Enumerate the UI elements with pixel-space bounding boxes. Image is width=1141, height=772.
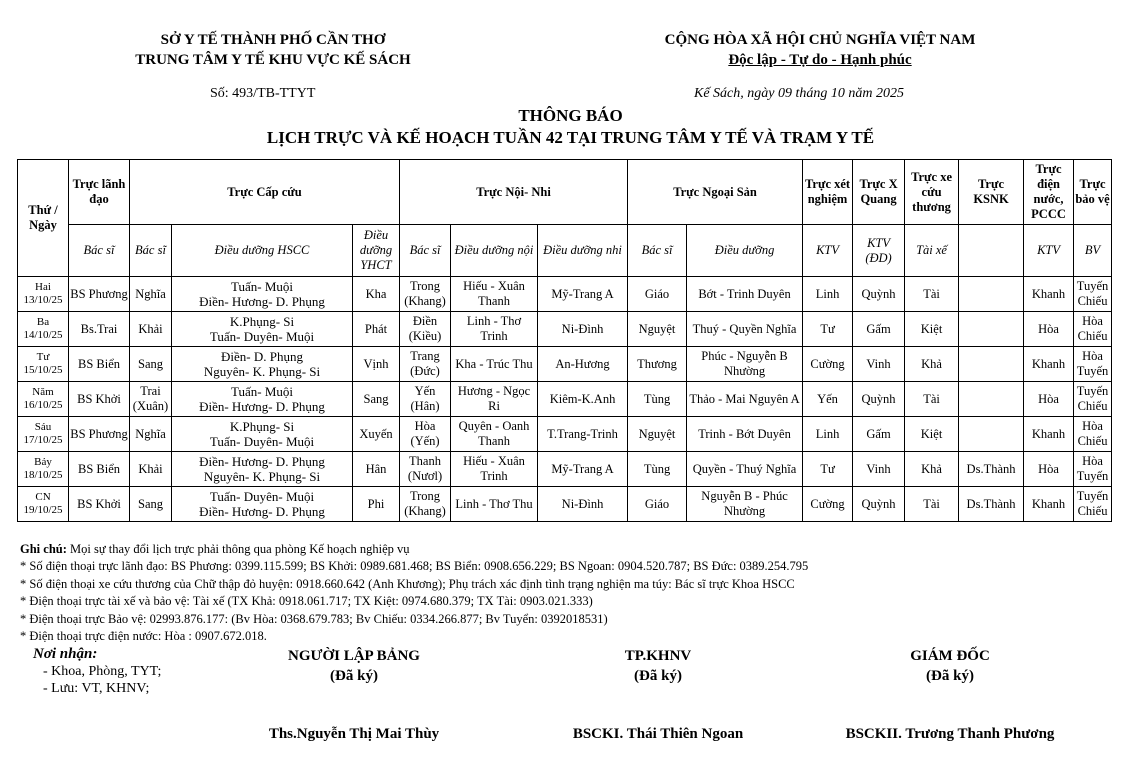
- table-row: [18, 312, 1112, 347]
- signature-khnv-status: (Đã ký): [634, 668, 682, 684]
- driver-cell: Kiệt: [905, 417, 959, 452]
- er-yhct-cell: Xuyến: [353, 417, 400, 452]
- recipient-item: - Lưu: VT, KHNV;: [43, 681, 150, 696]
- sub-elec-ktv: KTV: [1024, 225, 1074, 277]
- sub-er-doctor: Bác sĩ: [130, 225, 172, 277]
- er-doctor-cell: Sang: [130, 487, 172, 522]
- elec-cell: Hòa: [1024, 382, 1074, 417]
- sur-nurse-cell: Thảo - Mai Nguyên A: [687, 382, 803, 417]
- sur-doctor-cell: Thương: [628, 347, 687, 382]
- note-line: * Số điện thoại trực lãnh đạo: BS Phương: 0399.115.599; BS Khởi: 0989.681.468; BS Biển: 0908.656.229; BS Ngoan: 0904.520.787; BS Đức: 0389.254.795: [20, 559, 809, 574]
- day-cell-line2: 15/10/25: [23, 364, 63, 376]
- signature-creator-title: NGƯỜI LẬP BẢNG: [288, 648, 420, 664]
- driver-cell: Khả: [905, 347, 959, 382]
- note-label: Ghi chú:: [20, 542, 67, 556]
- in-doctor-cell: Trang (Đức): [400, 347, 451, 382]
- er-doctor-cell: Nghĩa: [130, 277, 172, 312]
- table-subheader-row: [18, 225, 1112, 277]
- schedule-body: [18, 277, 1112, 522]
- er-hscc-cell-line2: Nguyên- K. Phụng- Si: [203, 364, 321, 379]
- nation-header: [625, 30, 1015, 70]
- day-cell-line1: Hai: [35, 281, 51, 293]
- er-hscc-cell-line2: Tuấn- Duyên- Muội: [209, 434, 315, 449]
- in-nhi-cell: T.Trang-Trinh: [538, 417, 628, 452]
- guard-cell: Tuyến Chiếu: [1074, 277, 1112, 312]
- signature-creator: [254, 646, 454, 686]
- er-hscc-cell-line2: Điền- Hương- D. Phụng: [199, 294, 325, 309]
- nation-line1: CỘNG HÒA XÃ HỘI CHỦ NGHĨA VIỆT NAM: [664, 32, 976, 48]
- in-noi-cell: Hiếu - Xuân Trinh: [451, 452, 538, 487]
- sub-driver: Tài xế: [905, 225, 959, 277]
- in-noi-cell: Kha - Trúc Thu: [451, 347, 538, 382]
- sub-guard: BV: [1074, 225, 1112, 277]
- day-cell-line1: Năm: [32, 386, 54, 398]
- table-row: [18, 452, 1112, 487]
- er-hscc-cell: [172, 382, 353, 417]
- sur-nurse-cell: Thuý - Quyền Nghĩa: [687, 312, 803, 347]
- col-lab-header: Trực xét nghiệm: [803, 160, 853, 225]
- sur-doctor-cell: Giáo: [628, 487, 687, 522]
- elec-cell: Hòa: [1024, 312, 1074, 347]
- er-hscc-cell: [172, 347, 353, 382]
- day-cell-line2: 17/10/25: [23, 434, 63, 446]
- table-row: [18, 347, 1112, 382]
- elec-cell: Khanh: [1024, 277, 1074, 312]
- day-cell: [18, 312, 69, 347]
- sur-nurse-cell: Phúc - Nguyễn B Nhường: [687, 347, 803, 382]
- col-electric-header: Trực điện nước, PCCC: [1024, 160, 1074, 225]
- recipient-item: - Khoa, Phòng, TYT;: [43, 664, 162, 679]
- er-hscc-cell: [172, 312, 353, 347]
- col-xray-header: Trực X Quang: [853, 160, 905, 225]
- sur-nurse-cell: Bớt - Trinh Duyên: [687, 277, 803, 312]
- sur-doctor-cell: Nguyệt: [628, 417, 687, 452]
- note-line: * Điện thoại trực điện nước: Hòa : 0907.672.018.: [20, 629, 267, 644]
- elec-cell: Khanh: [1024, 487, 1074, 522]
- day-cell: [18, 347, 69, 382]
- col-leader-header: Trực lãnh đạo: [69, 160, 130, 225]
- day-cell: [18, 487, 69, 522]
- day-cell-line1: Bảy: [34, 456, 52, 468]
- xray-cell: Quỳnh: [853, 487, 905, 522]
- sub-er-nurse-hscc: Điều dưỡng HSCC: [172, 225, 353, 277]
- leader-cell: Bs.Trai: [69, 312, 130, 347]
- table-row: [18, 382, 1112, 417]
- in-nhi-cell: Mỹ-Trang A: [538, 452, 628, 487]
- leader-cell: BS Khởi: [69, 487, 130, 522]
- sub-in-nurse-nhi: Điều dưỡng nhi: [538, 225, 628, 277]
- sur-doctor-cell: Tùng: [628, 452, 687, 487]
- sur-doctor-cell: Giáo: [628, 277, 687, 312]
- nation-motto: Độc lập - Tự do - Hạnh phúc: [728, 52, 912, 68]
- ksnk-cell: [959, 382, 1024, 417]
- er-doctor-cell: Khải: [130, 452, 172, 487]
- er-hscc-cell-line1: K.Phụng- Si: [229, 419, 295, 434]
- col-ksnk-header: Trực KSNK: [959, 160, 1024, 225]
- leader-cell: BS Biển: [69, 347, 130, 382]
- day-cell-line2: 13/10/25: [23, 294, 63, 306]
- in-noi-cell: Quyên - Oanh Thanh: [451, 417, 538, 452]
- er-hscc-cell-line1: K.Phụng- Si: [229, 314, 295, 329]
- col-emergency-header: Trực Cấp cứu: [130, 160, 400, 225]
- signature-khnv-title: TP.KHNV: [624, 648, 692, 664]
- sub-in-nurse-noi: Điều dưỡng nội: [451, 225, 538, 277]
- in-doctor-cell: Điền (Kiều): [400, 312, 451, 347]
- driver-cell: Tài: [905, 277, 959, 312]
- er-yhct-cell: Phát: [353, 312, 400, 347]
- er-hscc-cell-line1: Tuấn- Muội: [230, 279, 293, 294]
- in-nhi-cell: Ni-Đình: [538, 487, 628, 522]
- guard-cell: Hòa Chiếu: [1074, 312, 1112, 347]
- signature-creator-status: (Đã ký): [330, 668, 378, 684]
- sub-ksnk: [959, 225, 1024, 277]
- in-nhi-cell: Kiêm-K.Anh: [538, 382, 628, 417]
- er-hscc-cell: [172, 452, 353, 487]
- document-subtitle: LỊCH TRỰC VÀ KẾ HOẠCH TUẦN 42 TẠI TRUNG TÂM Y TẾ VÀ TRẠM Y TẾ: [266, 128, 875, 147]
- note-main: [20, 541, 1120, 558]
- elec-cell: Khanh: [1024, 347, 1074, 382]
- signature-director-name: BSCKII. Trương Thanh Phương: [845, 726, 1055, 742]
- ksnk-cell: Ds.Thành: [959, 487, 1024, 522]
- day-cell-line2: 18/10/25: [23, 469, 63, 481]
- ksnk-cell: [959, 312, 1024, 347]
- schedule-table: [17, 159, 1112, 522]
- in-nhi-cell: Mỹ-Trang A: [538, 277, 628, 312]
- day-cell-line1: Ba: [36, 316, 50, 328]
- xray-cell: Quỳnh: [853, 382, 905, 417]
- er-yhct-cell: Kha: [353, 277, 400, 312]
- sub-er-nurse-yhct: Điều dưỡng YHCT: [353, 225, 400, 277]
- org-line1: SỞ Y TẾ THÀNH PHỐ CẦN THƠ: [160, 32, 386, 48]
- lab-cell: Tư: [803, 312, 853, 347]
- recipients-title: Nơi nhận:: [33, 646, 98, 662]
- driver-cell: Khả: [905, 452, 959, 487]
- signature-director: [860, 646, 1040, 686]
- note-line: * Điện thoại trực tài xế và bảo vệ: Tài xế (TX Khả: 0918.061.717; TX Kiệt: 0974.680.379; TX Tài: 0903.021.333): [20, 594, 593, 609]
- er-hscc-cell-line2: Nguyên- K. Phụng- Si: [203, 469, 321, 484]
- guard-cell: Hòa Tuyến: [1074, 452, 1112, 487]
- ksnk-cell: [959, 277, 1024, 312]
- sub-leader-doctor: Bác sĩ: [69, 225, 130, 277]
- col-security-header: Trực bảo vệ: [1074, 160, 1112, 225]
- table-row: [18, 487, 1112, 522]
- day-cell: [18, 452, 69, 487]
- er-doctor-cell: Sang: [130, 347, 172, 382]
- in-doctor-cell: Hòa (Yến): [400, 417, 451, 452]
- signature-director-status: (Đã ký): [926, 668, 974, 684]
- in-doctor-cell: Yến (Hân): [400, 382, 451, 417]
- elec-cell: Hòa: [1024, 452, 1074, 487]
- driver-cell: Tài: [905, 382, 959, 417]
- driver-cell: Tài: [905, 487, 959, 522]
- document-number: Số: 493/TB-TTYT: [210, 86, 316, 101]
- er-hscc-cell-line1: Tuấn- Muội: [230, 384, 293, 399]
- note-line: * Số điện thoại xe cứu thương của Chữ thập đỏ huyện: 0918.660.642 (Anh Khương); Phụ trách xác định tình trạng nghiện ma túy: Bác sĩ trực Khoa HSCC: [20, 576, 795, 591]
- day-cell: [18, 417, 69, 452]
- er-hscc-cell: [172, 487, 353, 522]
- xray-cell: Quỳnh: [853, 277, 905, 312]
- lab-cell: Linh: [803, 277, 853, 312]
- er-hscc-cell: [172, 277, 353, 312]
- document-title: THÔNG BÁO: [518, 106, 623, 125]
- er-hscc-cell-line1: Điền- D. Phụng: [221, 349, 303, 364]
- in-noi-cell: Hiếu - Xuân Thanh: [451, 277, 538, 312]
- signature-khnv-name: BSCKI. Thái Thiên Ngoan: [572, 726, 744, 742]
- elec-cell: Khanh: [1024, 417, 1074, 452]
- sur-doctor-cell: Tùng: [628, 382, 687, 417]
- xray-cell: Vinh: [853, 452, 905, 487]
- day-cell-line2: 19/10/25: [23, 504, 63, 516]
- table-row: [18, 417, 1112, 452]
- driver-cell: Kiệt: [905, 312, 959, 347]
- in-noi-cell: Linh - Thơ Trinh: [451, 312, 538, 347]
- guard-cell: Hòa Chiếu: [1074, 417, 1112, 452]
- er-doctor-cell: Trai (Xuân): [130, 382, 172, 417]
- ksnk-cell: [959, 417, 1024, 452]
- notes: [20, 541, 1120, 645]
- guard-cell: Tuyến Chiếu: [1074, 382, 1112, 417]
- er-yhct-cell: Sang: [353, 382, 400, 417]
- sur-nurse-cell: Trinh - Bớt Duyên: [687, 417, 803, 452]
- leader-cell: BS Biển: [69, 452, 130, 487]
- ksnk-cell: Ds.Thành: [959, 452, 1024, 487]
- day-cell-line1: Sáu: [34, 421, 52, 433]
- sub-in-doctor: Bác sĩ: [400, 225, 451, 277]
- leader-cell: BS Khởi: [69, 382, 130, 417]
- note-main-text: Mọi sự thay đổi lịch trực phải thông qua phòng Kế hoạch nghiệp vụ: [66, 542, 410, 556]
- xray-cell: Gấm: [853, 417, 905, 452]
- sur-nurse-cell: Quyền - Thuý Nghĩa: [687, 452, 803, 487]
- in-nhi-cell: Ni-Đình: [538, 312, 628, 347]
- signature-creator-name: Ths.Nguyễn Thị Mai Thùy: [268, 726, 440, 742]
- er-hscc-cell-line1: Điền- Hương- D. Phụng: [199, 454, 325, 469]
- col-internal-header: Trực Nội- Nhi: [400, 160, 628, 225]
- sub-sur-doctor: Bác sĩ: [628, 225, 687, 277]
- col-ambulance-header: Trực xe cứu thương: [905, 160, 959, 225]
- in-doctor-cell: Thanh (Nươl): [400, 452, 451, 487]
- document-date: Kế Sách, ngày 09 tháng 10 năm 2025: [694, 86, 904, 101]
- sub-sur-nurse: Điều dưỡng: [687, 225, 803, 277]
- guard-cell: Hòa Tuyến: [1074, 347, 1112, 382]
- xray-cell: Gấm: [853, 312, 905, 347]
- sub-lab-ktv: KTV: [803, 225, 853, 277]
- day-cell-line1: Tư: [36, 351, 50, 363]
- org-header: [88, 30, 458, 70]
- day-cell-line2: 16/10/25: [23, 399, 63, 411]
- xray-cell: Vinh: [853, 347, 905, 382]
- in-noi-cell: Linh - Thơ Thu: [451, 487, 538, 522]
- er-hscc-cell-line2: Điền- Hương- D. Phụng: [199, 504, 325, 519]
- table-header-row: [18, 160, 1112, 225]
- col-day-header: Thứ / Ngày: [18, 160, 69, 277]
- org-line2: TRUNG TÂM Y TẾ KHU VỰC KẾ SÁCH: [135, 52, 411, 68]
- day-cell-line2: 14/10/25: [23, 329, 63, 341]
- er-hscc-cell-line2: Tuấn- Duyên- Muội: [209, 329, 315, 344]
- sur-nurse-cell: Nguyễn B - Phúc Nhường: [687, 487, 803, 522]
- lab-cell: Tư: [803, 452, 853, 487]
- day-cell: [18, 382, 69, 417]
- in-doctor-cell: Trong (Khang): [400, 277, 451, 312]
- sur-doctor-cell: Nguyệt: [628, 312, 687, 347]
- lab-cell: Yến: [803, 382, 853, 417]
- in-doctor-cell: Trong (Khang): [400, 487, 451, 522]
- er-doctor-cell: Nghĩa: [130, 417, 172, 452]
- recipients: [33, 646, 161, 697]
- signature-khnv: [568, 646, 748, 686]
- er-hscc-cell: [172, 417, 353, 452]
- table-row: [18, 277, 1112, 312]
- in-noi-cell: Hương - Ngọc Ri: [451, 382, 538, 417]
- guard-cell: Tuyến Chiếu: [1074, 487, 1112, 522]
- day-cell: [18, 277, 69, 312]
- day-cell-line1: CN: [35, 491, 51, 503]
- lab-cell: Cường: [803, 347, 853, 382]
- leader-cell: BS Phương: [69, 277, 130, 312]
- lab-cell: Linh: [803, 417, 853, 452]
- signature-director-title: GIÁM ĐỐC: [910, 648, 990, 664]
- er-yhct-cell: Phi: [353, 487, 400, 522]
- note-line: * Điện thoại trực Bảo vệ: 02993.876.177: (Bv Hòa: 0368.679.783; Bv Chiếu: 0334.266.877; Bv Tuyển: 0392018531): [20, 611, 608, 626]
- col-surgery-header: Trực Ngoại Sản: [628, 160, 803, 225]
- in-nhi-cell: An-Hương: [538, 347, 628, 382]
- sub-xray-ktv: KTV (ĐD): [853, 225, 905, 277]
- er-hscc-cell-line1: Tuấn- Duyên- Muội: [209, 489, 315, 504]
- er-yhct-cell: Vịnh: [353, 347, 400, 382]
- er-doctor-cell: Khải: [130, 312, 172, 347]
- er-hscc-cell-line2: Điền- Hương- D. Phụng: [199, 399, 325, 414]
- leader-cell: BS Phương: [69, 417, 130, 452]
- er-yhct-cell: Hân: [353, 452, 400, 487]
- lab-cell: Cường: [803, 487, 853, 522]
- ksnk-cell: [959, 347, 1024, 382]
